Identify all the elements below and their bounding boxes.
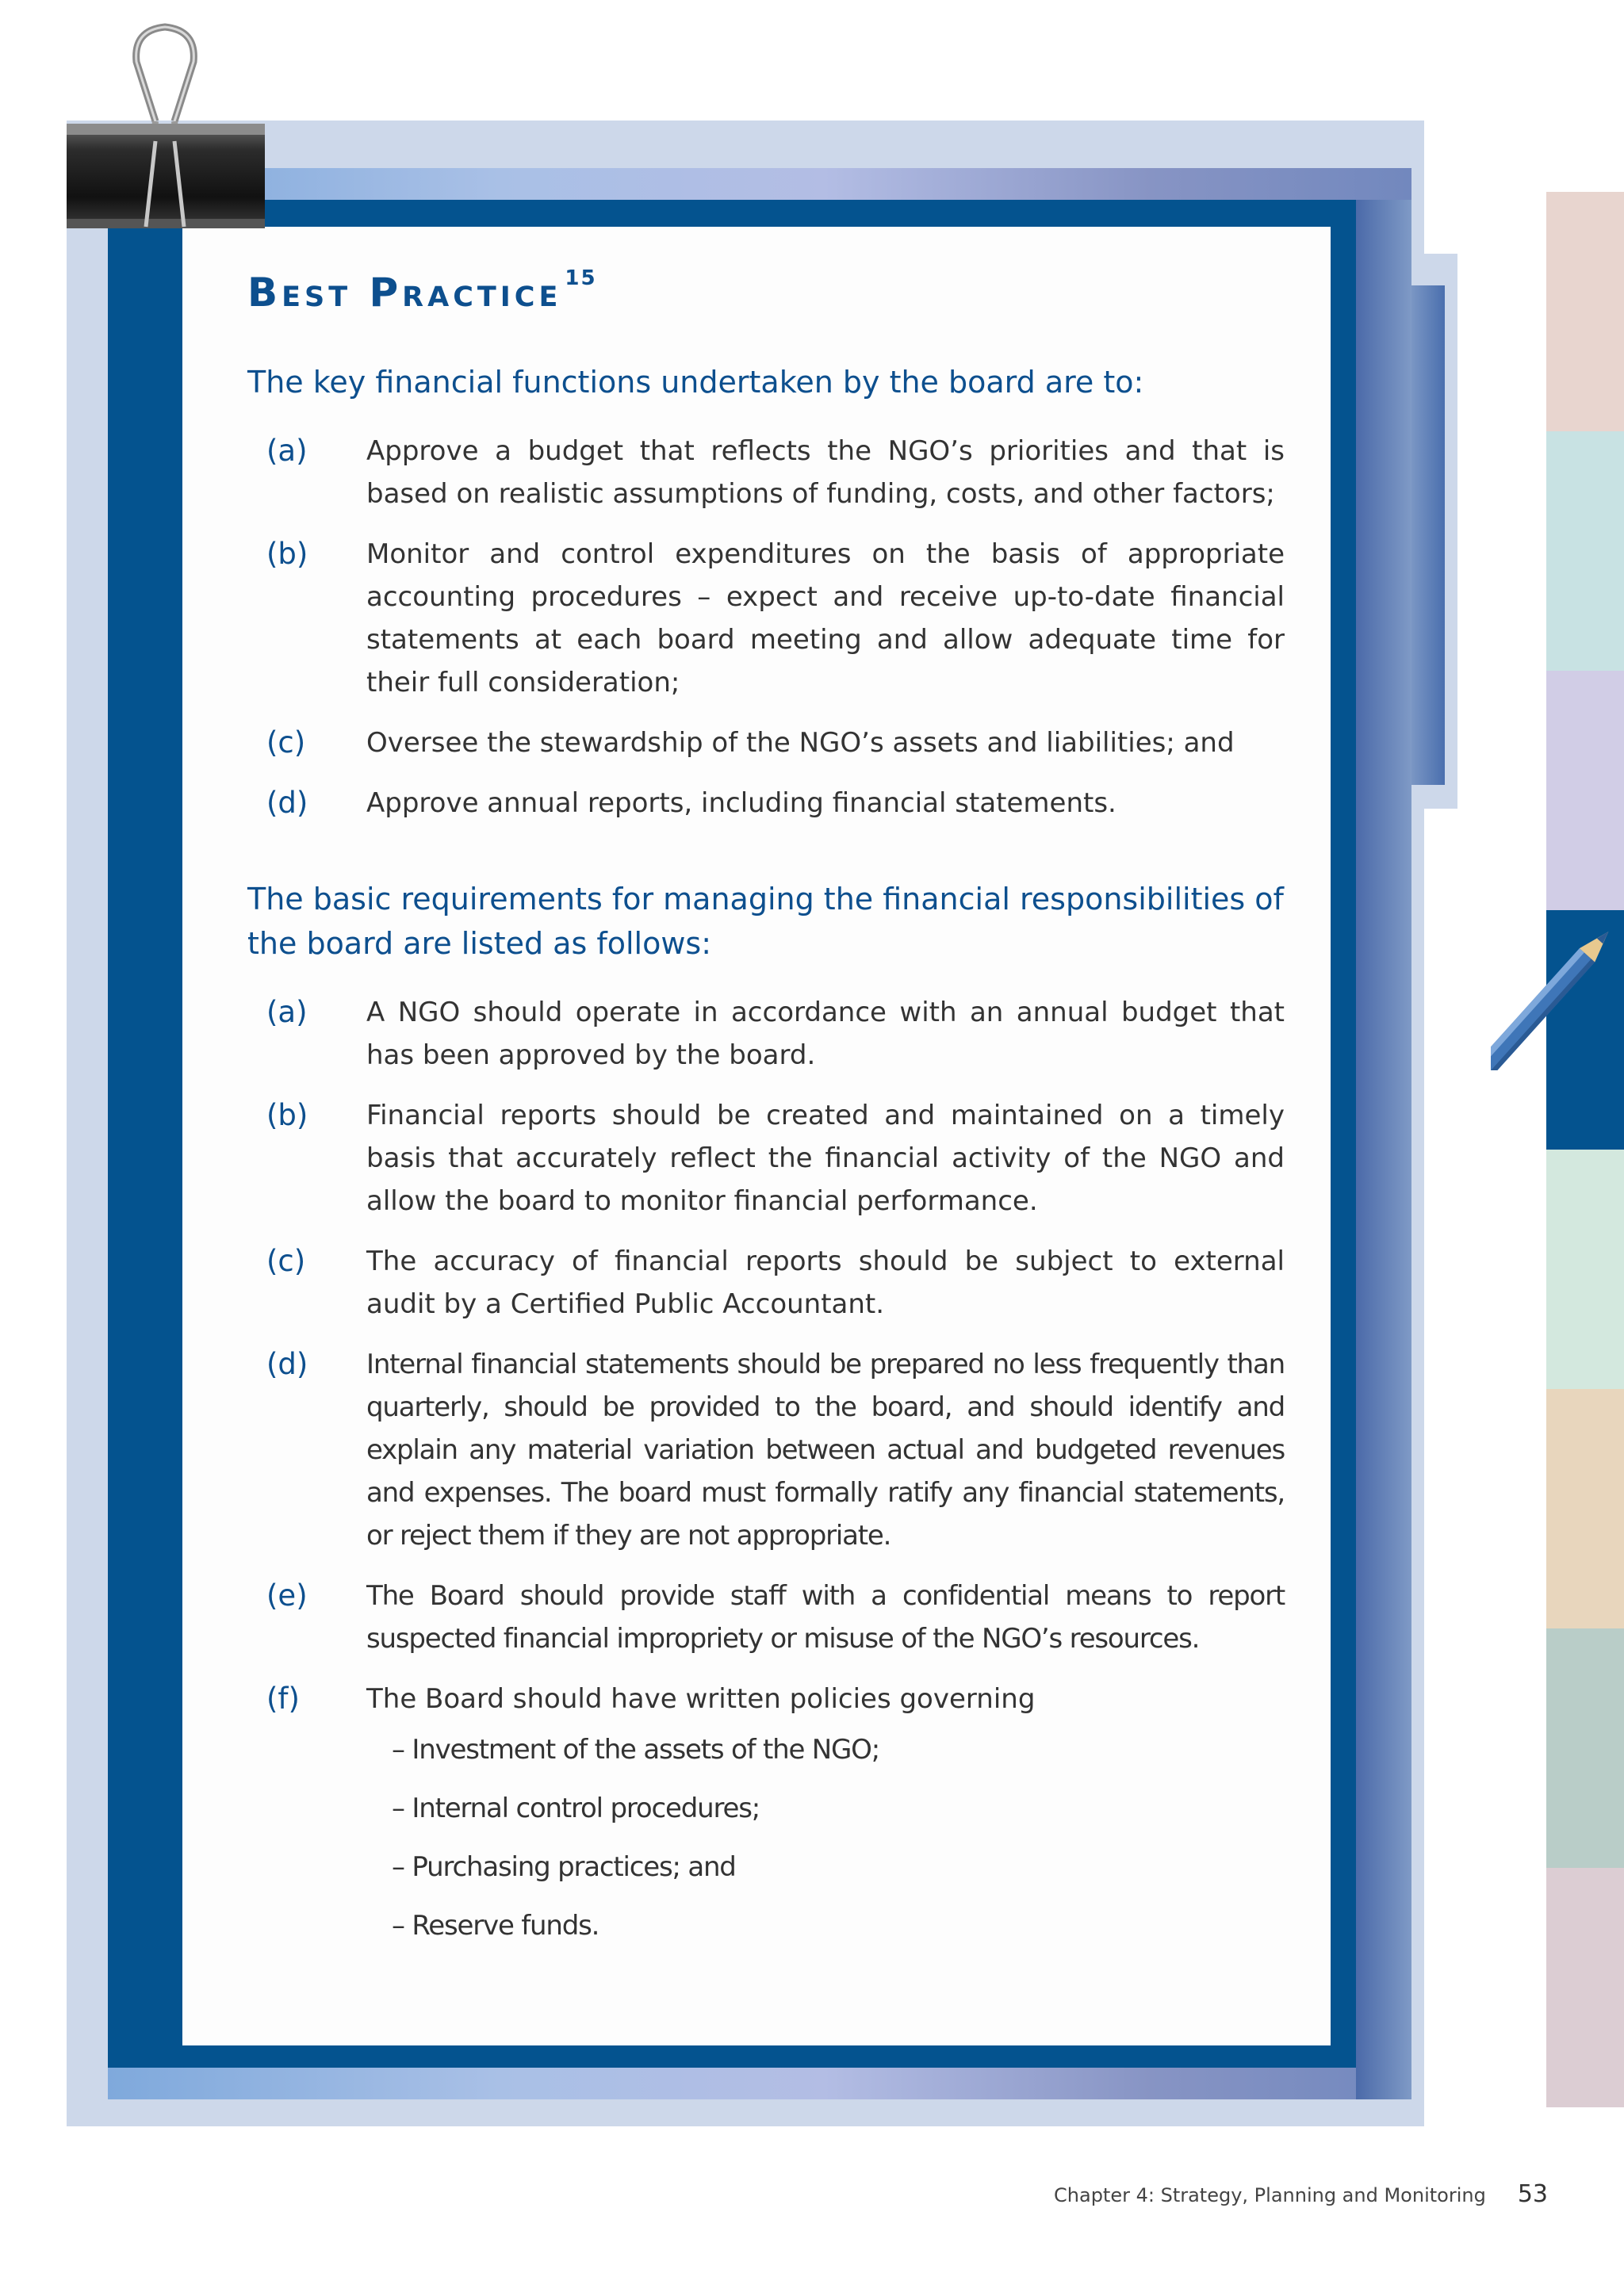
bullet-item: – Investment of the assets of the NGO; bbox=[392, 1734, 879, 1766]
item-label: (b) bbox=[266, 537, 308, 571]
function-list bbox=[247, 430, 1285, 825]
page-number: 53 bbox=[1517, 2180, 1548, 2208]
pencil-icon bbox=[1491, 904, 1624, 1070]
item-text: Internal financial statements should be prepared no less frequently than quarterly, should be provided to the board, and should identify and explain any material variation between actual and budgeted revenues and expenses. The board must formally ratify any financial statements, or reject them if they are not appropriate. bbox=[366, 1349, 1285, 1552]
item-label: (b) bbox=[266, 1098, 308, 1132]
item-text: Approve a budget that reflects the NGO’s priorities and that is based on realistic assumptions of funding, costs, and other factors; bbox=[366, 435, 1285, 510]
chapter-tab[interactable] bbox=[1546, 671, 1624, 910]
chapter-tab[interactable] bbox=[1546, 431, 1624, 671]
requirement-list bbox=[247, 991, 1285, 1963]
item-text: The Board should provide staff with a confidential means to report suspected financial impropriety or misuse of the NGO’s resources. bbox=[366, 1580, 1285, 1655]
item-text: Approve annual reports, including financial statements. bbox=[366, 787, 1116, 819]
item-text-intro: The Board should have written policies governing bbox=[366, 1683, 1036, 1715]
item-text: Monitor and control expenditures on the basis of appropriate accounting procedures – expect and receive up-to-date financial statements at each board meeting and allow adequate time for their full consideration; bbox=[366, 538, 1285, 698]
chapter-label: Chapter 4: Strategy, Planning and Monitoring bbox=[1054, 2184, 1486, 2206]
bullet-item: – Purchasing practices; and bbox=[392, 1851, 736, 1883]
list-item bbox=[247, 1094, 1285, 1223]
item-text: The accuracy of financial reports should be subject to external audit by a Certified Public Accountant. bbox=[366, 1246, 1285, 1320]
list-item bbox=[247, 782, 1285, 825]
chapter-tab[interactable] bbox=[1546, 1150, 1624, 1389]
chapter-tab[interactable] bbox=[1546, 192, 1624, 431]
list-item bbox=[247, 991, 1285, 1077]
list-item bbox=[247, 430, 1285, 515]
item-text: A NGO should operate in accordance with an annual budget that has been approved by the board. bbox=[366, 997, 1285, 1071]
bullet-item: – Internal control procedures; bbox=[392, 1793, 760, 1824]
list-item bbox=[247, 1240, 1285, 1326]
list-item bbox=[247, 1575, 1285, 1660]
list-item bbox=[247, 533, 1285, 704]
footnote-ref: 15 bbox=[565, 266, 597, 290]
best-practice-content bbox=[247, 266, 1285, 1980]
item-label: (e) bbox=[266, 1578, 308, 1613]
chapter-tab[interactable] bbox=[1546, 1389, 1624, 1628]
chapter-tab[interactable] bbox=[1546, 1628, 1624, 1868]
chapter-tab[interactable] bbox=[1546, 1868, 1624, 2107]
binder-clip-icon bbox=[67, 22, 265, 232]
section-heading: The basic requirements for managing the financial responsibilities of the board are listed as follows: bbox=[247, 882, 1284, 961]
policy-bullets bbox=[366, 1728, 1285, 1947]
section-heading: The key financial functions undertaken by the board are to: bbox=[247, 365, 1144, 400]
list-item bbox=[247, 1343, 1285, 1557]
page-footer bbox=[1054, 2180, 1548, 2208]
frame-side-tab-inner bbox=[1408, 285, 1445, 785]
item-label: (c) bbox=[266, 725, 306, 760]
page-title: Best Practice $^{15}$ bbox=[247, 266, 597, 316]
list-item bbox=[247, 721, 1285, 764]
bullet-item: – Reserve funds. bbox=[392, 1910, 599, 1942]
item-label: (f) bbox=[266, 1682, 300, 1716]
item-label: (a) bbox=[266, 434, 308, 468]
frame-blue-right bbox=[1356, 200, 1411, 2099]
item-text: Financial reports should be created and maintained on a timely basis that accurately reflect the financial activity of the NGO and allow the board to monitor financial performance. bbox=[366, 1100, 1285, 1217]
item-text bbox=[366, 1678, 1285, 1963]
item-label: (d) bbox=[266, 786, 308, 820]
item-text: Oversee the stewardship of the NGO’s assets and liabilities; and bbox=[366, 727, 1235, 759]
item-label: (c) bbox=[266, 1244, 306, 1278]
list-item bbox=[247, 1678, 1285, 1963]
item-label: (a) bbox=[266, 995, 308, 1029]
chapter-tab-strip bbox=[1546, 192, 1624, 2107]
item-label: (d) bbox=[266, 1347, 308, 1381]
